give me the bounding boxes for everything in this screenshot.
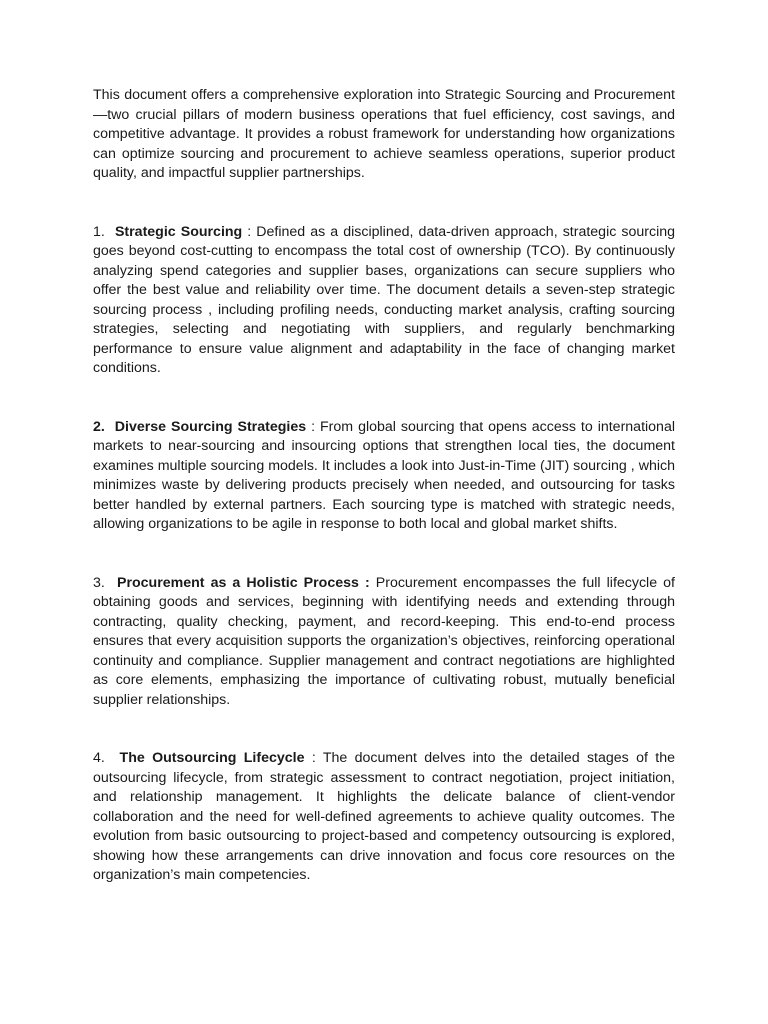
section-diverse-sourcing-strategies [93, 418, 675, 535]
section-number: 1. [93, 223, 105, 240]
section-procurement-holistic-process [93, 574, 675, 711]
section-number: 3. [93, 574, 105, 591]
section-strategic-sourcing [93, 223, 675, 379]
section-heading: Diverse Sourcing Strategies [114, 418, 307, 435]
section-body: Procurement encompasses the full lifecycle of obtaining goods and services, beginning with identifying needs and extending through contracting, quality checking, payment, and record-keeping. This end-to-end process ensures that every acquisition supports the organization’s objectives, reinforcing operational continuity and compliance. Supplier management and contract negotiations are highlighted as core elements, emphasizing the importance of cultivating robust, mutually beneficial supplier relationships. [93, 574, 675, 708]
section-body: : From global sourcing that opens access to international markets to near-sourcing and insourcing options that strengthen local ties, the document examines multiple sourcing models. It includes a look into Just-in-Time (JIT) sourcing , which minimizes waste by delivering products precisely when needed, and outsourcing for tasks better handled by external partners. Each sourcing type is matched with strategic needs, allowing organizations to be agile in response to both local and global market shifts. [93, 418, 675, 532]
section-heading: Strategic Sourcing [114, 223, 243, 240]
section-number: 4. [93, 750, 105, 766]
section-body: : The document delves into the detailed stages of the outsourcing lifecycle, from strategic assessment to contract negotiation, project initiation, and relationship management. It highlights the delicate balance of client-vendor collaboration and the need for well-defined agreements to achieve quality outcomes. The evolution from basic outsourcing to project-based and competency outsourcing is explored, showing how these arrangements can drive innovation and focus core resources on the organization’s main competencies. [93, 750, 675, 883]
section-outsourcing-lifecycle [93, 749, 675, 886]
section-heading: Procurement as a Holistic Process : [116, 574, 370, 591]
section-body: : Defined as a disciplined, data-driven approach, strategic sourcing goes beyond cost-cutting to encompass the total cost of ownership (TCO). By continuously analyzing spend categories and supplier bases, organizations can secure suppliers who offer the best value and reliability over time. The document details a seven-step strategic sourcing process , including profiling needs, conducting market analysis, crafting sourcing strategies, selecting and negotiating with suppliers, and regularly benchmarking performance to ensure value alignment and adaptability in the face of changing market conditions. [93, 223, 675, 376]
intro-paragraph: This document offers a comprehensive exploration into Strategic Sourcing and Procurement —two crucial pillars of modern business operations that fuel efficiency, cost savings, and competitive advantage. It provides a robust framework for understanding how organizations can optimize sourcing and procurement to achieve seamless operations, superior product quality, and impactful supplier partnerships. [93, 87, 675, 181]
section-number: 2. [93, 418, 105, 435]
document-page [93, 86, 675, 886]
section-heading: The Outsourcing Lifecycle [119, 750, 305, 766]
